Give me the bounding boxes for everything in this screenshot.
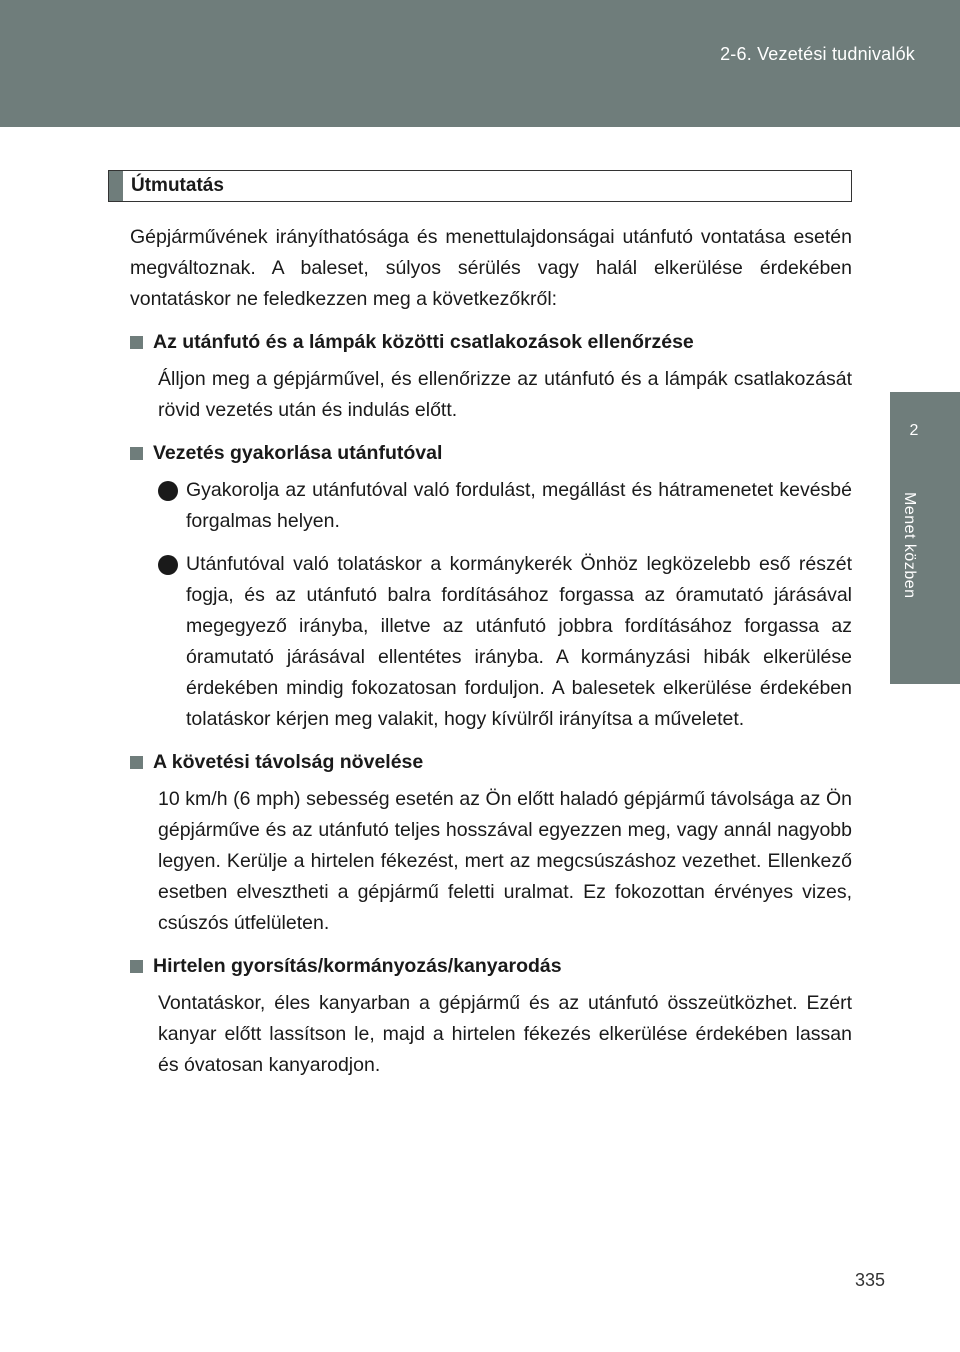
section-heading (130, 951, 852, 982)
section-heading (130, 327, 852, 358)
round-bullet-icon (158, 555, 178, 575)
section-heading-text: Hirtelen gyorsítás/kormányozás/kanyarodás (153, 955, 562, 977)
chapter-number: 2 (909, 422, 919, 439)
square-bullet-icon (130, 960, 143, 973)
round-bullet-icon (158, 481, 178, 501)
list-item (158, 475, 852, 537)
square-bullet-icon (130, 447, 143, 460)
section-title: 2-6. Vezetési tudnivalók (720, 44, 915, 64)
page-content (108, 170, 852, 1081)
notice-header (108, 170, 852, 202)
section-heading (130, 438, 852, 469)
section-heading-text: Az utánfutó és a lámpák közötti csatlakozások ellenőrzése (153, 331, 694, 353)
section-heading (130, 747, 852, 778)
chapter-name: Menet közben (901, 492, 918, 599)
list-item (158, 549, 852, 735)
square-bullet-icon (130, 756, 143, 769)
notice-marker (109, 171, 123, 201)
section-connections (130, 327, 852, 426)
notice-intro: Gépjárművének irányíthatósága és menettulajdonságai utánfutó vontatása esetén megváltoznak. A baleset, súlyos sérülés vagy halál elkerülése érdekében vontatáskor ne feledkezzen meg a következőkről: (130, 226, 852, 310)
list-item-text: Gyakorolja az utánfutóval való fordulást, megállást és hátramenetet kevésbé forgalmas helyen. (186, 479, 852, 532)
notice-title: Útmutatás (131, 175, 224, 196)
section-body: Vontatáskor, éles kanyarban a gépjármű és az utánfutó összeütközhet. Ezért kanyar előtt lassítson le, majd a hirtelen fékezés elkerülése érdekében lassan és óvatosan kanyarodjon. (158, 992, 852, 1076)
section-practice (130, 438, 852, 735)
section-body: 10 km/h (6 mph) sebesség esetén az Ön előtt haladó gépjármű távolsága az Ön gépjárműve és az utánfutó teljes hosszával egyezzen meg, vagy annál nagyobb legyen. Kerülje a hirtelen fékezést, mert az megcsúszáshoz vezethet. Ellenkező esetben elvesztheti a gépjármű feletti uralmat. Ez fokozottan érvényes vizes, csúszós útfelületen. (158, 788, 852, 934)
list-item-text: Utánfutóval való tolatáskor a kormánykerék Önhöz legközelebb eső részét fogja, és az utánfutó balra fordításához forgassa az óramutató járásával megegyező irányba, illetve az utánfutó jobbra fordításához forgassa az óramutató járásával ellentétes irányba. A kormányzási hibák elkerülése érdekében mindig fokozatosan forduljon. A balesetek elkerülése érdekében tolatáskor kérjen meg valakit, hogy kívülről irányítsa a műveletet. (186, 553, 852, 730)
section-body: Álljon meg a gépjárművel, és ellenőrizze az utánfutó és a lámpák csatlakozását rövid vezetés után és indulás előtt. (158, 368, 852, 421)
section-following-distance (130, 747, 852, 939)
square-bullet-icon (130, 336, 143, 349)
section-heading-text: A követési távolság növelése (153, 751, 424, 773)
top-header-bar (0, 0, 960, 127)
chapter-side-tab (890, 392, 960, 684)
section-sudden-maneuvers (130, 951, 852, 1081)
page-number: 335 (854, 1270, 885, 1290)
section-heading-text: Vezetés gyakorlása utánfutóval (153, 442, 443, 464)
